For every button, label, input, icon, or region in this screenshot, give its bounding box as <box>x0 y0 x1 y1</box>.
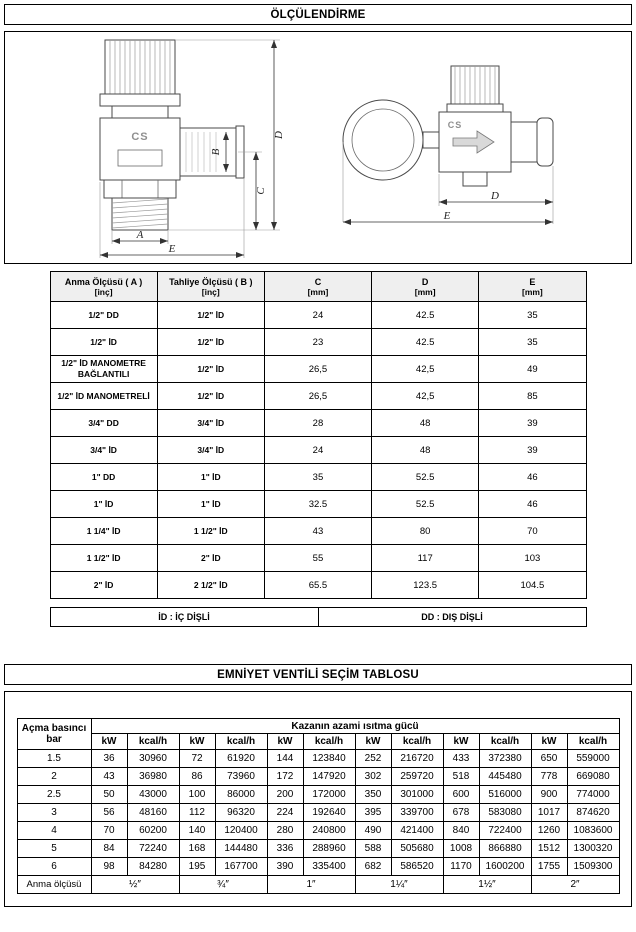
cell-e-mm: 46 <box>479 464 586 491</box>
cell-kcal: 559000 <box>567 750 619 768</box>
unit-header: kcal/h <box>215 734 267 750</box>
table-row <box>50 518 586 545</box>
cell-c-mm: 24 <box>264 302 371 329</box>
nominal-size-row <box>17 876 619 894</box>
cell-kcal: 583080 <box>479 804 531 822</box>
table-row <box>50 437 586 464</box>
cell-pressure: 1.5 <box>17 750 91 768</box>
cell-kw: 144 <box>267 750 303 768</box>
cell-c-mm: 55 <box>264 545 371 572</box>
section-selection-title: EMNİYET VENTİLİ SEÇİM TABLOSU <box>217 668 419 681</box>
cell-e-mm: 85 <box>479 383 586 410</box>
cell-kw: 70 <box>91 822 127 840</box>
cell-d-mm: 42,5 <box>372 383 479 410</box>
cell-e-mm: 46 <box>479 491 586 518</box>
dim-label-c: C <box>255 187 267 195</box>
unit-header: kW <box>443 734 479 750</box>
cell-kw: 600 <box>443 786 479 804</box>
cell-e-mm: 39 <box>479 410 586 437</box>
cell-anma-olcusu: 1/2" DD <box>50 302 157 329</box>
cell-kcal: 1300320 <box>567 840 619 858</box>
cell-d-mm: 117 <box>372 545 479 572</box>
cell-pressure: 4 <box>17 822 91 840</box>
technical-drawing-panel <box>4 31 632 264</box>
nominal-size-cell: 1½″ <box>443 876 531 894</box>
dim-label-d: D <box>273 131 285 139</box>
table-row <box>17 750 619 768</box>
cell-c-mm: 35 <box>264 464 371 491</box>
cell-kcal: 339700 <box>391 804 443 822</box>
valve-side-view-drawing <box>343 66 553 224</box>
cell-kw: 72 <box>179 750 215 768</box>
table-row <box>50 572 586 599</box>
cell-anma-olcusu: 1 1/2" İD <box>50 545 157 572</box>
cell-kw: 1008 <box>443 840 479 858</box>
table-row <box>17 840 619 858</box>
brand-logo: CS <box>131 131 149 143</box>
cell-tahliye-olcusu: 2 1/2" İD <box>157 572 264 599</box>
cell-tahliye-olcusu: 2" İD <box>157 545 264 572</box>
cell-kcal: 301000 <box>391 786 443 804</box>
nominal-size-cell: ¾″ <box>179 876 267 894</box>
cell-tahliye-olcusu: 1" İD <box>157 464 264 491</box>
opening-pressure-header <box>17 719 91 750</box>
valve-drawings-svg <box>5 32 631 263</box>
cell-d-mm: 42.5 <box>372 302 479 329</box>
cell-c-mm: 26,5 <box>264 356 371 383</box>
cell-kw: 1512 <box>531 840 567 858</box>
cell-c-mm: 26,5 <box>264 383 371 410</box>
cell-kcal: 216720 <box>391 750 443 768</box>
cell-kcal: 586520 <box>391 858 443 876</box>
dim-label-d-side: D <box>491 190 499 202</box>
table-row <box>50 302 586 329</box>
cell-kw: 302 <box>355 768 391 786</box>
cell-d-mm: 48 <box>372 410 479 437</box>
cell-kcal: 1600200 <box>479 858 531 876</box>
cell-tahliye-olcusu: 1/2" İD <box>157 302 264 329</box>
legend-ic-disli: İD : İÇ DİŞLİ <box>158 612 210 622</box>
unit-header: kW <box>179 734 215 750</box>
cell-kcal: 172000 <box>303 786 355 804</box>
nominal-size-cell: ½″ <box>91 876 179 894</box>
cell-kw: 43 <box>91 768 127 786</box>
cell-kcal: 669080 <box>567 768 619 786</box>
unit-header: kW <box>355 734 391 750</box>
cell-kw: 900 <box>531 786 567 804</box>
cell-kw: 350 <box>355 786 391 804</box>
table-row <box>50 491 586 518</box>
cell-anma-olcusu: 1 1/4" İD <box>50 518 157 545</box>
cell-kw: 252 <box>355 750 391 768</box>
cell-e-mm: 49 <box>479 356 586 383</box>
cell-tahliye-olcusu: 1/2" İD <box>157 329 264 356</box>
cell-kw: 195 <box>179 858 215 876</box>
table-row <box>17 858 619 876</box>
cell-kw: 86 <box>179 768 215 786</box>
cell-kw: 1170 <box>443 858 479 876</box>
nominal-size-label: Anma ölçüsü <box>17 876 91 894</box>
table-row <box>50 410 586 437</box>
unit-header: kcal/h <box>567 734 619 750</box>
cell-kw: 100 <box>179 786 215 804</box>
cell-pressure: 2 <box>17 768 91 786</box>
valve-front-view-drawing <box>100 40 285 258</box>
flow-arrow-icon <box>453 131 494 153</box>
table-row <box>17 786 619 804</box>
cell-kw: 650 <box>531 750 567 768</box>
cell-c-mm: 32.5 <box>264 491 371 518</box>
cell-pressure: 6 <box>17 858 91 876</box>
cell-kw: 56 <box>91 804 127 822</box>
table-row <box>17 768 619 786</box>
dimension-table-wrap <box>50 271 587 599</box>
cell-kcal: 73960 <box>215 768 267 786</box>
cell-kcal: 48160 <box>127 804 179 822</box>
cell-e-mm: 35 <box>479 302 586 329</box>
cell-c-mm: 65.5 <box>264 572 371 599</box>
cell-tahliye-olcusu: 1 1/2" İD <box>157 518 264 545</box>
cell-kcal: 1083600 <box>567 822 619 840</box>
cell-tahliye-olcusu: 1/2" İD <box>157 383 264 410</box>
cell-kcal: 774000 <box>567 786 619 804</box>
cell-kw: 280 <box>267 822 303 840</box>
cell-tahliye-olcusu: 3/4" İD <box>157 410 264 437</box>
dimension-table-header-row <box>50 272 586 302</box>
cell-kw: 50 <box>91 786 127 804</box>
cell-kw: 1017 <box>531 804 567 822</box>
cell-kcal: 60200 <box>127 822 179 840</box>
valve-thread-stub <box>112 198 168 230</box>
cell-kw: 1755 <box>531 858 567 876</box>
cell-kcal: 288960 <box>303 840 355 858</box>
cell-kw: 36 <box>91 750 127 768</box>
cell-anma-olcusu: 1/2" İD <box>50 329 157 356</box>
cell-kcal: 72240 <box>127 840 179 858</box>
cell-c-mm: 43 <box>264 518 371 545</box>
unit-header: kcal/h <box>479 734 531 750</box>
cell-kcal: 372380 <box>479 750 531 768</box>
cell-kcal: 240800 <box>303 822 355 840</box>
cell-pressure: 2.5 <box>17 786 91 804</box>
cell-kw: 98 <box>91 858 127 876</box>
table-row <box>50 383 586 410</box>
cell-pressure: 5 <box>17 840 91 858</box>
unit-header-row <box>17 734 619 750</box>
unit-header: kW <box>267 734 303 750</box>
dim-label-a: A <box>136 229 144 241</box>
cell-anma-olcusu: 2" İD <box>50 572 157 599</box>
cell-kw: 172 <box>267 768 303 786</box>
cell-anma-olcusu: 3/4" İD <box>50 437 157 464</box>
nominal-size-cell: 2″ <box>531 876 619 894</box>
column-header: Tahliye Ölçüsü ( B ) [inç] <box>157 272 264 302</box>
cell-e-mm: 70 <box>479 518 586 545</box>
cell-kw: 433 <box>443 750 479 768</box>
unit-header: kW <box>91 734 127 750</box>
valve-body <box>100 118 180 180</box>
column-header: C [mm] <box>264 272 371 302</box>
cell-anma-olcusu: 1" İD <box>50 491 157 518</box>
nominal-size-cell: 1″ <box>267 876 355 894</box>
cell-e-mm: 103 <box>479 545 586 572</box>
column-header: E [mm] <box>479 272 586 302</box>
cell-kw: 200 <box>267 786 303 804</box>
legend-dis-disli: DD : DIŞ DİŞLİ <box>318 608 586 626</box>
section-dimensioning-header <box>4 4 632 25</box>
cell-anma-olcusu: 3/4" DD <box>50 410 157 437</box>
cell-kcal: 335400 <box>303 858 355 876</box>
selection-table <box>17 718 620 894</box>
cell-tahliye-olcusu: 3/4" İD <box>157 437 264 464</box>
cell-kcal: 36980 <box>127 768 179 786</box>
cell-e-mm: 39 <box>479 437 586 464</box>
cell-d-mm: 42,5 <box>372 356 479 383</box>
cell-e-mm: 104.5 <box>479 572 586 599</box>
table-row <box>50 329 586 356</box>
cell-kw: 490 <box>355 822 391 840</box>
dim-label-e: E <box>168 243 176 255</box>
table-row <box>50 464 586 491</box>
cell-c-mm: 28 <box>264 410 371 437</box>
cell-e-mm: 35 <box>479 329 586 356</box>
selection-table-panel <box>4 691 632 907</box>
unit-header: kcal/h <box>391 734 443 750</box>
cell-c-mm: 23 <box>264 329 371 356</box>
table-row <box>50 356 586 383</box>
cell-anma-olcusu: 1/2" İD MANOMETRE BAĞLANTILI <box>50 356 157 383</box>
cell-kw: 390 <box>267 858 303 876</box>
cell-kw: 224 <box>267 804 303 822</box>
opening-pressure-label: Açma basıncı <box>21 722 87 734</box>
boiler-power-header: Kazanın azami ısıtma gücü <box>91 719 619 734</box>
cell-kcal: 516000 <box>479 786 531 804</box>
cell-kcal: 30960 <box>127 750 179 768</box>
cell-kcal: 144480 <box>215 840 267 858</box>
table-row <box>17 804 619 822</box>
cell-kw: 168 <box>179 840 215 858</box>
cell-kcal: 192640 <box>303 804 355 822</box>
cell-kcal: 86000 <box>215 786 267 804</box>
cell-kcal: 259720 <box>391 768 443 786</box>
section-selection-header <box>4 664 632 685</box>
unit-header: kcal/h <box>127 734 179 750</box>
cell-kcal: 120400 <box>215 822 267 840</box>
cell-kw: 588 <box>355 840 391 858</box>
cell-kw: 84 <box>91 840 127 858</box>
cell-kcal: 43000 <box>127 786 179 804</box>
cell-kw: 395 <box>355 804 391 822</box>
unit-header: kW <box>531 734 567 750</box>
cell-d-mm: 80 <box>372 518 479 545</box>
cell-kcal: 1509300 <box>567 858 619 876</box>
valve-outlet <box>180 128 236 176</box>
cell-kw: 778 <box>531 768 567 786</box>
dim-label-e-side: E <box>443 210 451 222</box>
dimension-table <box>50 271 587 599</box>
cell-kcal: 722400 <box>479 822 531 840</box>
pressure-gauge <box>343 100 423 180</box>
cell-tahliye-olcusu: 1/2" İD <box>157 356 264 383</box>
cell-anma-olcusu: 1" DD <box>50 464 157 491</box>
cell-kcal: 874620 <box>567 804 619 822</box>
cell-d-mm: 48 <box>372 437 479 464</box>
cell-c-mm: 24 <box>264 437 371 464</box>
opening-pressure-unit: bar <box>46 734 62 745</box>
cell-d-mm: 42.5 <box>372 329 479 356</box>
cell-d-mm: 52.5 <box>372 464 479 491</box>
cell-d-mm: 52.5 <box>372 491 479 518</box>
cell-kw: 336 <box>267 840 303 858</box>
cell-kw: 518 <box>443 768 479 786</box>
cell-kcal: 445480 <box>479 768 531 786</box>
thread-legend <box>50 607 587 627</box>
cell-anma-olcusu: 1/2" İD MANOMETRELİ <box>50 383 157 410</box>
column-header: Anma Ölçüsü ( A ) [inç] <box>50 272 157 302</box>
table-row <box>17 822 619 840</box>
cell-kw: 678 <box>443 804 479 822</box>
cell-kw: 112 <box>179 804 215 822</box>
dim-label-b: B <box>210 148 222 156</box>
cell-kcal: 147920 <box>303 768 355 786</box>
cell-kw: 840 <box>443 822 479 840</box>
cell-kcal: 505680 <box>391 840 443 858</box>
cell-kcal: 866880 <box>479 840 531 858</box>
cell-kcal: 421400 <box>391 822 443 840</box>
section-dimensioning-title: ÖLÇÜLENDİRME <box>270 8 366 21</box>
datasheet-page <box>0 4 636 907</box>
cell-tahliye-olcusu: 1" İD <box>157 491 264 518</box>
cell-kcal: 123840 <box>303 750 355 768</box>
cell-kcal: 167700 <box>215 858 267 876</box>
cell-kw: 140 <box>179 822 215 840</box>
cell-kcal: 61920 <box>215 750 267 768</box>
cell-kcal: 96320 <box>215 804 267 822</box>
cell-kw: 682 <box>355 858 391 876</box>
table-row <box>50 545 586 572</box>
brand-logo-side: CS <box>447 120 463 130</box>
cell-kw: 1260 <box>531 822 567 840</box>
cell-kcal: 84280 <box>127 858 179 876</box>
cell-d-mm: 123.5 <box>372 572 479 599</box>
nominal-size-cell: 1¼″ <box>355 876 443 894</box>
column-header: D [mm] <box>372 272 479 302</box>
outlet-cap <box>537 118 553 166</box>
cell-pressure: 3 <box>17 804 91 822</box>
unit-header: kcal/h <box>303 734 355 750</box>
